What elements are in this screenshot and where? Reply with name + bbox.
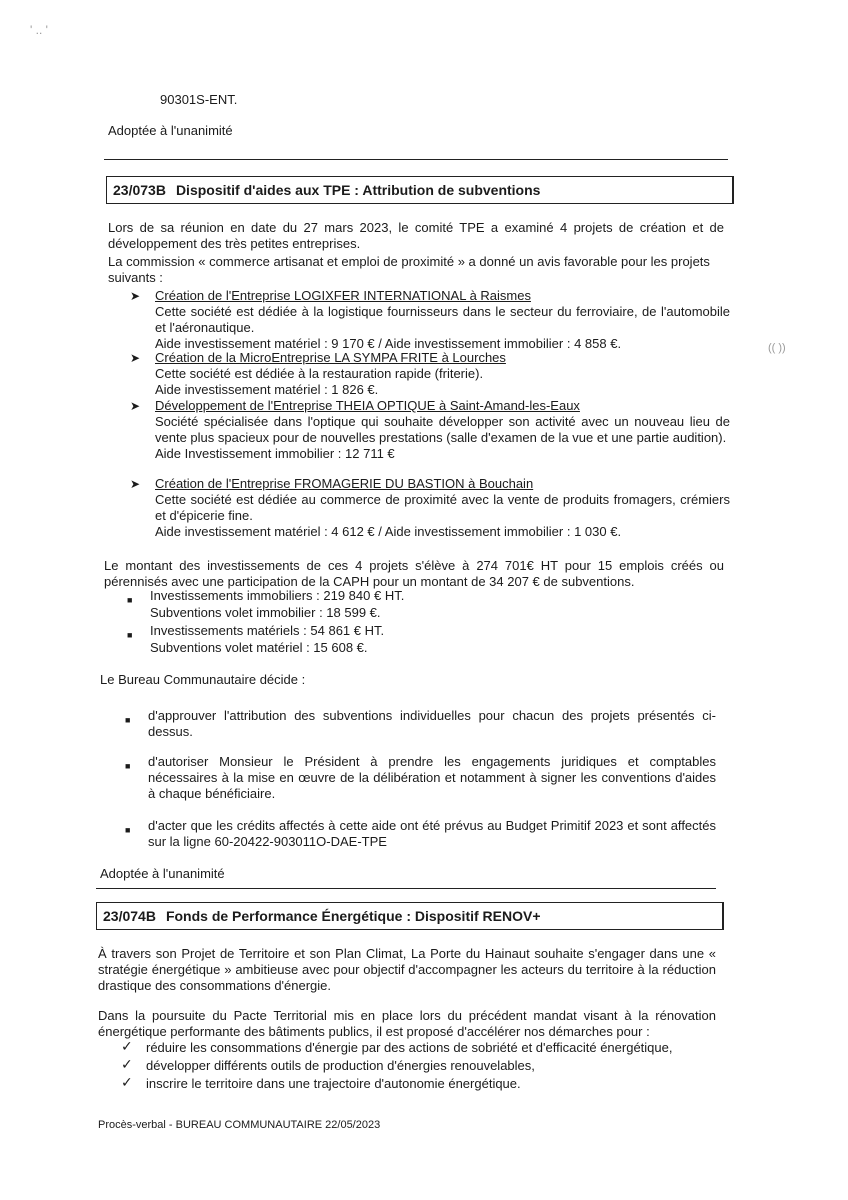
project-item [130,350,730,398]
divider [96,888,716,889]
section-header-23-073b [106,176,734,204]
project-description: Cette société est dédiée au commerce de proximité avec la vente de produits fromagers, crémiers et d'épicerie fine. [155,492,730,523]
section-header-23-074b [96,902,724,930]
square-bullet-icon: ■ [125,761,131,771]
divider [104,159,728,160]
section-code: 23/074B [103,908,156,924]
project-aid: Aide investissement matériel : 1 826 €. [155,382,379,397]
project-title: Création de l'Entreprise FROMAGERIE DU BASTION à Bouchain [155,476,534,491]
project-item [130,398,730,462]
decision-item: d'autoriser Monsieur le Président à prendre les engagements juridiques et comptables nécessaires à la mise en œuvre de la délibération et notamment à signer les conventions d'aides à chaque bénéficiaire. [148,754,716,801]
arrow-bullet-icon: ➤ [130,289,141,303]
project-item [130,288,730,352]
section-title: Dispositif d'aides aux TPE : Attribution de subventions [175,182,541,198]
section-paragraph: À travers son Projet de Territoire et son Plan Climat, La Porte du Hainaut souhaite s'engager dans une « stratégie énergétique » ambitieuse avec pour objectif d'accompagner les acteurs du territoire à la réduction drastique des consommations d'énergie. [98,946,716,993]
square-bullet-icon: ■ [127,630,133,640]
arrow-bullet-icon: ➤ [130,477,141,491]
project-description: Cette société est dédiée à la logistique fournisseurs dans le secteur du ferroviaire, de l'automobile et l'aéronautique. [155,304,730,335]
check-item: réduire les consommations d'énergie par des actions de sobriété et d'efficacité énergétique, [146,1040,673,1055]
scan-mark-top: ' .. ' [30,23,48,37]
project-aid: Aide investissement matériel : 4 612 € / Aide investissement immobilier : 1 030 €. [155,524,622,539]
check-item: développer différents outils de production d'énergies renouvelables, [146,1058,535,1073]
square-bullet-icon: ■ [125,715,131,725]
decision-item: d'approuver l'attribution des subventions individuelles pour chacun des projets présentés ci-dessus. [148,708,716,739]
section-intro: Lors de sa réunion en date du 27 mars 2023, le comité TPE a examiné 4 projets de création et de développement des très petites entreprises. [108,220,724,251]
invest-line: Investissements matériels : 54 861 € HT. [150,623,385,638]
check-item: inscrire le territoire dans une trajectoire d'autonomie énergétique. [146,1076,521,1091]
bureau-decides: Le Bureau Communautaire décide : [100,672,306,687]
investment-summary: Le montant des investissements de ces 4 projets s'élève à 274 701€ HT pour 15 emplois créés ou pérennisés avec une participation de la CAPH pour un montant de 34 207 € de subventions. [104,558,724,589]
project-description: Société spécialisée dans l'optique qui souhaite développer son activité avec un nouveau lieu de vente plus spacieux pour de nouvelles prestations (salle d'examen de la vue et une partie audition). [155,414,730,445]
invest-line: Subventions volet matériel : 15 608 €. [150,640,368,655]
scan-mark-side: (( )) [768,342,786,354]
section-code: 23/073B [113,182,166,198]
top-reference: 90301S-ENT. [160,92,238,107]
arrow-bullet-icon: ➤ [130,351,141,365]
invest-line: Subventions volet immobilier : 18 599 €. [150,605,381,620]
project-aid: Aide Investissement immobilier : 12 711 € [155,446,395,461]
section-title: Fonds de Performance Énergétique : Dispositif RENOV+ [165,908,541,924]
checkmark-icon: ✓ [121,1074,133,1090]
commission-text: La commission « commerce artisanat et emploi de proximité » a donné un avis favorable pour les projets suivants : [108,254,710,285]
checkmark-icon: ✓ [121,1056,133,1072]
invest-line: Investissements immobiliers : 219 840 € HT. [150,588,405,603]
square-bullet-icon: ■ [127,595,133,605]
section-paragraph: Dans la poursuite du Pacte Territorial mis en place lors du précédent mandat visant à la rénovation énergétique performante des bâtiments publics, il est proposé d'accélérer nos démarches pour : [98,1008,716,1039]
checkmark-icon: ✓ [121,1038,133,1054]
adopted-label: Adoptée à l'unanimité [100,866,225,881]
arrow-bullet-icon: ➤ [130,399,141,413]
project-aid: Aide investissement matériel : 9 170 € / Aide investissement immobilier : 4 858 €. [155,336,622,351]
project-item [130,476,730,540]
project-description: Cette société est dédiée à la restauration rapide (friterie). [155,366,484,381]
square-bullet-icon: ■ [125,825,131,835]
project-title: Création de la MicroEntreprise LA SYMPA FRITE à Lourches [155,350,506,365]
project-title: Création de l'Entreprise LOGIXFER INTERNATIONAL à Raismes [155,288,531,303]
decision-item: d'acter que les crédits affectés à cette aide ont été prévus au Budget Primitif 2023 et sont affectés sur la ligne 60-20422-903011O-DAE-TPE [148,818,716,849]
page-footer: Procès-verbal - BUREAU COMMUNAUTAIRE 22/05/2023 [98,1119,381,1131]
project-title: Développement de l'Entreprise THEIA OPTIQUE à Saint-Amand-les-Eaux [155,398,580,413]
adopted-label: Adoptée à l'unanimité [108,123,233,138]
